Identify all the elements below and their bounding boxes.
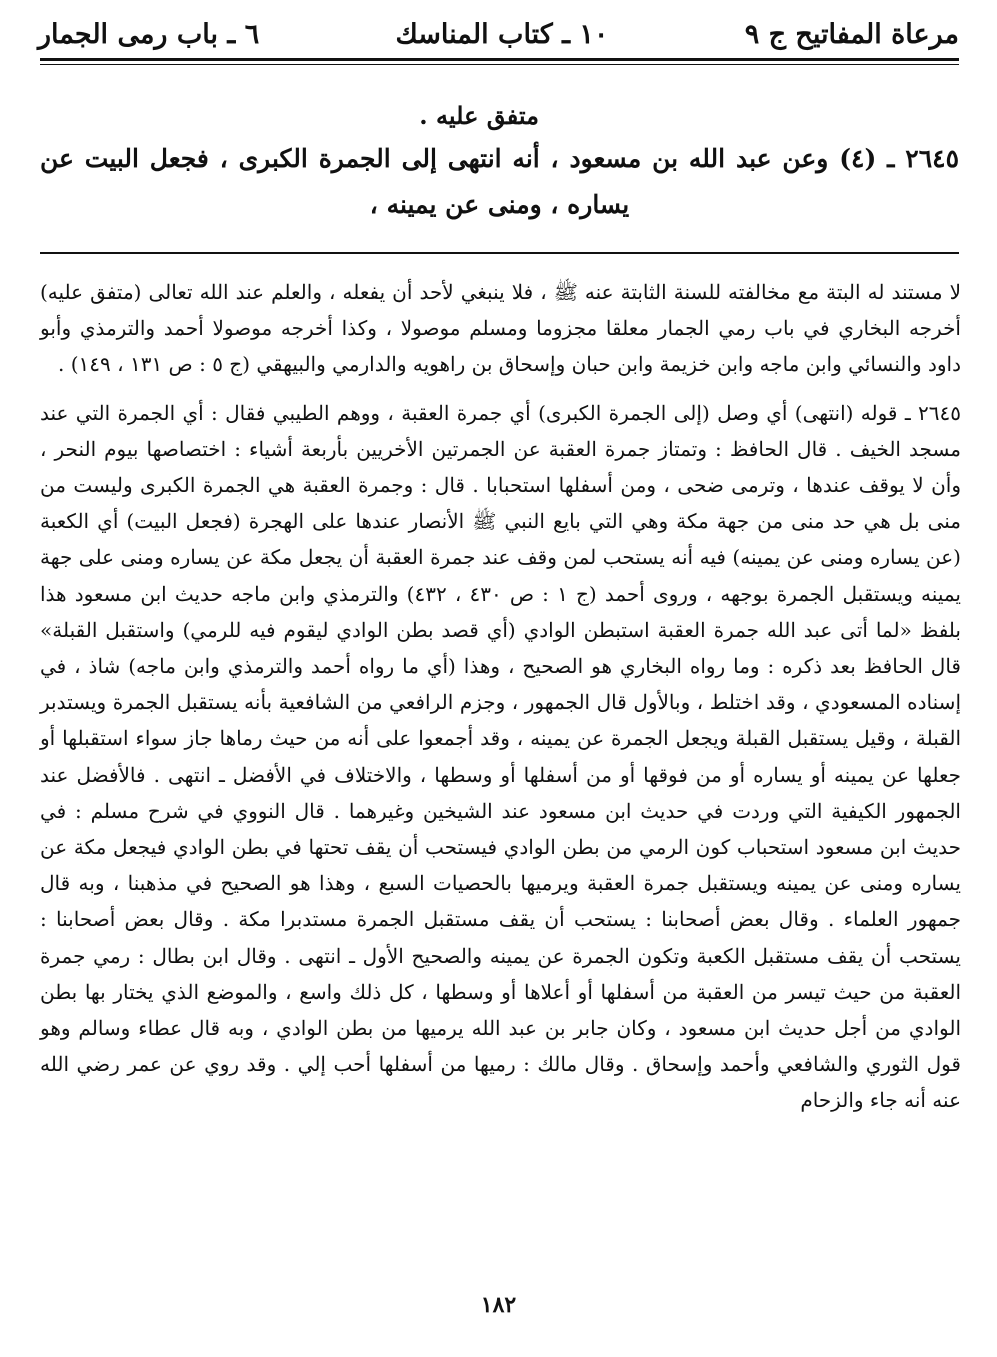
section-divider [40, 252, 959, 254]
agreed-upon-note: متفق عليه . [419, 101, 539, 130]
commentary-paragraph-1: لا مستند له البتة مع مخالفته للسنة الثابتة عنه ﷺ ، فلا ينبغي لأحد أن يفعله ، والعلم عند الله تعالى (متفق عليه) أخرجه البخاري في باب رمي الجمار معلقا مجزوما ومسلم موصولا ، وكذا أخرجه موصولا أحمد والترمذي وأبو داود والنسائي وابن ماجه وابن خزيمة وابن حبان وإسحاق بن راهويه والدارمي والبيهقي (ج ٥ : ص ١٣١ ، ١٤٩) . [40, 280, 961, 377]
page-number: ١٨٢ [480, 1292, 517, 1318]
commentary-body [40, 274, 961, 1119]
header-section-title: ٦ ـ باب رمى الجمار [38, 18, 260, 50]
hadith-block [40, 96, 959, 228]
running-header [38, 14, 959, 54]
header-rule-thin [40, 64, 959, 65]
commentary-paragraph-2: ٢٦٤٥ ـ قوله (انتهى) أي وصل (إلى الجمرة الكبرى) أي جمرة العقبة ، ووهم الطيبي فقال : أي الجمرة التي عند مسجد الخيف . قال الحافظ : وتمتاز جمرة العقبة عن الجمرتين الأخريين بأربعة أشياء : اختصاصها بيوم النحر ، وأن لا يوقف عندها ، وترمى ضحى ، ومن أسفلها استحبابا . قال : وجمرة العقبة هي الجمرة الكبرى وليست من منى بل هي حد منى من جهة مكة وهي التي بايع النبي ﷺ الأنصار عندها على الهجرة (فجعل البيت) أي الكعبة (عن يساره ومنى عن يمينه) فيه أنه يستحب لمن وقف عند جمرة العقبة أن يجعل مكة عن يساره ومنى على جهة يمينه ويستقبل الجمرة بوجهه ، وروى أحمد (ج ١ : ص ٤٣٠ ، ٤٣٢) والترمذي وابن ماجه حديث ابن مسعود هذا بلفظ «لما أتى عبد الله جمرة العقبة استبطن الوادي (أي قصد بطن الوادي ليقوم فيه للرمي) واستقبل القبلة» قال الحافظ بعد ذكره : وما رواه البخاري هو الصحيح ، وهذا (أي ما رواه أحمد والترمذي وابن ماجه) شاذ ، في إسناده المسعودي ، وقد اختلط ، وبالأول قال الجمهور ، وجزم الرافعي من الشافعية بأنه يستقبل الجمرة ويستدبر القبلة ، وقيل يستقبل القبلة ويجعل الجمرة عن يمينه ، وقد أجمعوا على أنه من حيث رماها جاز سواء استقبلها أو جعلها عن يمينه أو يساره أو من فوقها أو من أسفلها أو وسطها ، والاختلاف في الأفضل ـ انتهى . فالأفضل عند الجمهور الكيفية التي وردت في حديث ابن مسعود عند الشيخين وغيرهما . قال النووي في شرح مسلم : في حديث ابن مسعود استحباب كون الرمي من بطن الوادي فيستحب أن يقف تحتها في بطن الوادي فيجعل مكة عن يساره ومنى عن يمينه ويستقبل جمرة العقبة ويرميها بالحصيات السبع ، وهذا هو الصحيح في مذهبنا ، وبه قال جمهور العلماء . وقال بعض أصحابنا : يستحب أن يقف مستقبل الجمرة مستدبرا مكة . وقال بعض أصحابنا : يستحب أن يقف مستقبل الكعبة وتكون الجمرة عن يمينه والصحيح الأول ـ انتهى . وقال ابن بطال : رمي جمرة العقبة من حيث تيسر من العقبة من أسفلها أو أعلاها أو وسطها ، كل ذلك واسع ، والموضع الذي يختار بها بطن الوادي من أجل حديث ابن مسعود ، وكان جابر بن عبد الله يرميها من بطن الوادي ، وبه قال عطاء وسالم وهو قول الثوري والشافعي وأحمد وإسحاق . وقال مالك : رميها من أسفلها أحب إلي . وقد روي عن عمر رضي الله عنه أنه جاء والزحام [40, 400, 961, 1113]
header-rule-thick [40, 58, 959, 61]
header-book-title: مرعاة المفاتيح ج ٩ [744, 18, 959, 50]
hadith-text: ٢٦٤٥ ـ (٤) وعن عبد الله بن مسعود ، أنه انتهى إلى الجمرة الكبرى ، فجعل البيت عن يساره ، ومنى عن يمينه ، [40, 144, 959, 219]
header-chapter-title: ١٠ ـ كتاب المناسك [395, 18, 609, 50]
